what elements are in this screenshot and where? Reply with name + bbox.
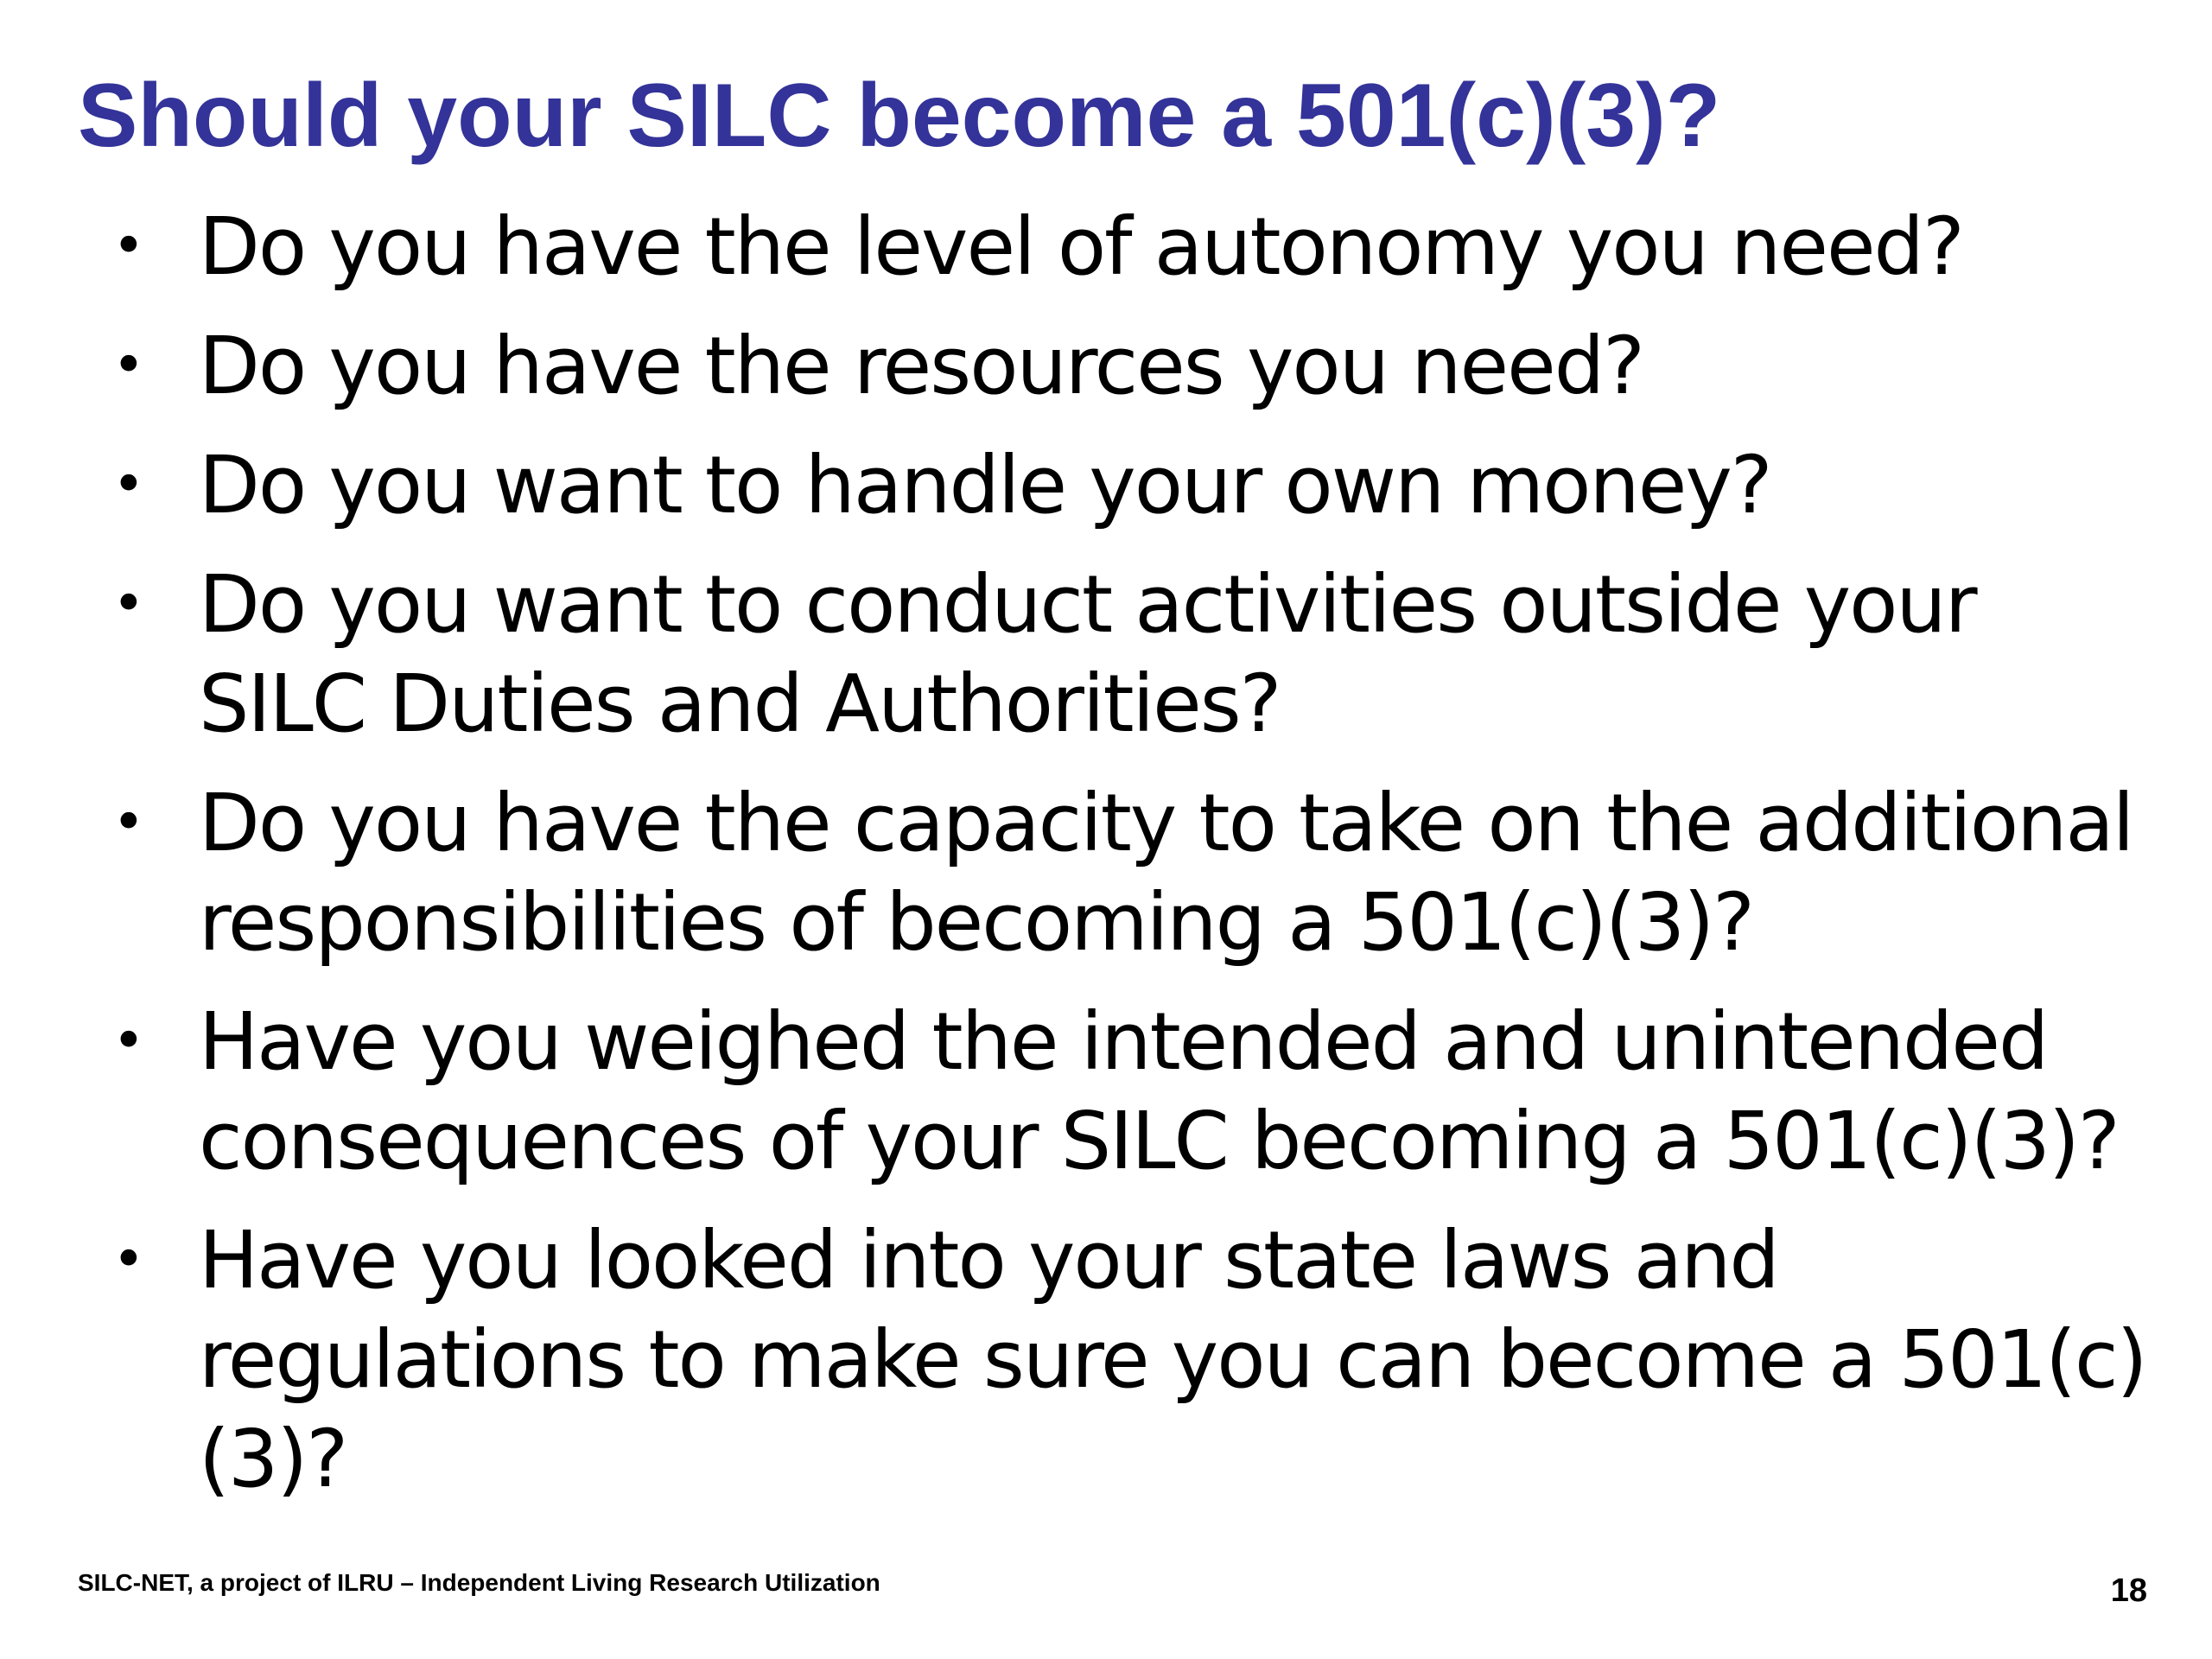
bullet-text: Do you want to handle your own money? (199, 439, 1771, 531)
bullet-text: Do you have the resources you need? (199, 320, 1643, 412)
bullet-item-state-laws (112, 1211, 2152, 1509)
bullet-text: Do you have the capacity to take on the additional responsibilities of becoming a 501(c)(3)? (199, 777, 2133, 969)
bullet-icon: • (112, 572, 145, 636)
bullet-text: Do you have the level of autonomy you need? (199, 200, 1963, 293)
bullet-item-activities (112, 555, 2152, 753)
bullet-icon: • (112, 791, 145, 855)
bullet-text: Have you weighed the intended and unintended consequences of your SILC becoming a 501(c)(3)? (199, 995, 2119, 1187)
bullet-icon: • (112, 1228, 145, 1292)
bullet-icon: • (112, 214, 145, 278)
bullet-item-resources (112, 316, 2152, 416)
bullet-list (112, 197, 2152, 1529)
slide-title: Should your SILC become a 501(c)(3)? (78, 66, 1721, 166)
bullet-item-money (112, 435, 2152, 535)
bullet-icon: • (112, 1009, 145, 1073)
footer-credit: SILC-NET, a project of ILRU – Independent Living Research Utilization (78, 1569, 880, 1596)
bullet-item-autonomy (112, 197, 2152, 296)
bullet-text: Have you looked into your state laws and regulations to make sure you can become a 501(c)(3)? (199, 1214, 2146, 1505)
bullet-item-capacity (112, 773, 2152, 972)
bullet-icon: • (112, 453, 145, 517)
page-number: 18 (2110, 1573, 2147, 1609)
bullet-icon: • (112, 334, 145, 397)
bullet-item-consequences (112, 992, 2152, 1191)
bullet-text: Do you want to conduct activities outside your SILC Duties and Authorities? (199, 558, 1976, 750)
